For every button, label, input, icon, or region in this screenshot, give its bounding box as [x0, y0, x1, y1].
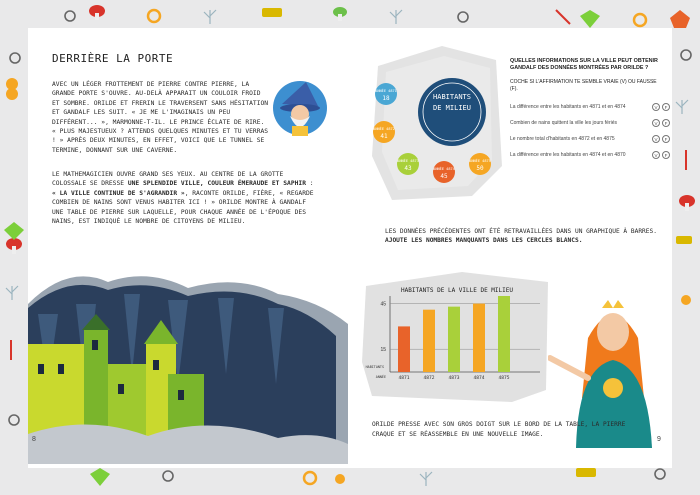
y-tick-label: 15	[380, 347, 386, 354]
story-paragraph-1: AVEC UN LÉGER FROTTEMENT DE PIERRE CONTRE PIERRE, LA GRANDE PORTE S'OUVRE. AU-DELÀ APPARAIT UN COULOIR FROID ET SOMBRE. ORILDE ET FRERIN LE TRAVERSENT SANS HÉSITATION ET GANDALF LES SUIT. « JE ME L'IMAGINAIS UN PEU DIFFÉRENT... », MARMONNE-T-IL. LE PRINCE ÉCLATE DE RIRE. « PLUS MAJESTUEUX ? ATTENDS QUELQUES MINUTES ET TU VERRAS ! » APRÈS DEUX MINUTES, EN EFFET, VOICI QUE LE TUNNEL SE TERMINE, DONNANT SUR UNE CAVERNE.	[52, 81, 269, 154]
x-tick-label: 4875	[498, 376, 510, 381]
bar	[473, 304, 485, 372]
bar	[423, 310, 435, 372]
x-tick-label: 4871	[398, 376, 410, 381]
chart-title: HABITANTS DE LA VILLE DE MILIEU	[401, 287, 513, 294]
page-title: DERRIÈRE LA PORTE	[52, 52, 174, 65]
year-value: 50	[476, 165, 484, 172]
story-text: :	[306, 180, 314, 188]
false-option[interactable]: F	[662, 151, 670, 159]
bar	[448, 307, 460, 372]
false-option[interactable]: F	[662, 103, 670, 111]
year-value: 45	[440, 173, 448, 180]
mushroom-icon	[679, 195, 695, 211]
stone-title-line: HABITANTS	[433, 93, 471, 101]
year-label: ANNÉE 4874	[433, 167, 455, 171]
question-instruction: COCHE SI L'AFFIRMATION TE SEMBLE VRAIE (V) OU FAUSSE (F).	[510, 79, 657, 92]
year-value: 41	[380, 133, 388, 140]
false-option[interactable]: F	[662, 119, 670, 127]
year-label: ANNÉE 4875	[469, 159, 491, 163]
question-title: QUELLES INFORMATIONS SUR LA VILLE PEUT OBTENIR GANDALF DES DONNÉES MONTRÉES PAR ORILDE ?	[510, 58, 658, 71]
bar	[498, 296, 510, 372]
gem-icon	[670, 10, 690, 28]
closing-text: ORILDE PRESSE AVEC SON GROS DOIGT SUR LE BORD DE LA TABLE, LA PIERRE CRAQUE ET SE RÉASSEMBLE EN UNE NOUVELLE IMAGE.	[372, 421, 626, 438]
x-tick-label: 4874	[473, 376, 485, 381]
story-text: LE MATHEMAGICIEN OUVRE GRAND SES YEUX. AU CENTRE DE LA GROTTE COLOSSALE SE DRESSE	[52, 171, 284, 188]
x-axis-label: ANNÉE	[375, 375, 386, 379]
x-tick-label: 4873	[448, 376, 460, 381]
story-paragraph-2	[52, 170, 320, 226]
question-text: Le nombre total d'habitants en 4872 et en 4875	[510, 136, 615, 142]
true-option[interactable]: V	[652, 119, 660, 127]
instruction-text: LES DONNÉES PRÉCÉDENTES ONT ÉTÉ RETRAVAILLÉES DANS UN GRAPHIQUE À BARRES.	[385, 228, 657, 235]
question-text: La différence entre les habitants en 4874 et en 4870	[510, 152, 626, 158]
question-row	[510, 102, 670, 112]
y-axis-label: HABITANTS	[365, 365, 384, 369]
emerald-city-illustration	[28, 264, 348, 464]
question-text: La différence entre les habitants en 4871 et en 4874	[510, 104, 626, 110]
true-option[interactable]: V	[652, 103, 660, 111]
year-label: ANNÉE 4873	[397, 159, 419, 163]
wizard-avatar	[272, 80, 328, 136]
question-subtitle	[510, 79, 660, 93]
year-value: 43	[404, 165, 412, 172]
mushroom-icon	[89, 5, 105, 20]
story-text: , RACONTE ORILDE, FIÈRE, « REGARDE COMBIEN DE NAINS SONT VENUS HABITER ICI ! » ORILDE MONTRE À GANDALF UNE TABLE DE PIERRE SUR LAQUELLE, POUR CHAQUE ANNÉE DE L'ÉPOQUE DES NAINS, EST INDIQUÉ LE NOMBRE DE CITOYENS DE MILIEU.	[52, 189, 314, 226]
year-value: 18	[382, 95, 390, 102]
page-number-right: 9	[657, 436, 661, 443]
page-number-left: 8	[32, 436, 36, 443]
bar-chart	[362, 272, 552, 402]
year-label: ANNÉE 4871	[375, 89, 397, 93]
x-tick-label: 4872	[423, 376, 435, 381]
question-text: Combien de nains quittent la ville les jours fériés	[510, 120, 617, 126]
stone-circles	[372, 46, 502, 206]
true-option[interactable]: V	[652, 135, 660, 143]
true-option[interactable]: V	[652, 151, 660, 159]
bar	[398, 326, 410, 372]
question-row	[510, 150, 670, 160]
chart-instruction	[385, 228, 675, 245]
mushroom-icon	[333, 7, 347, 21]
stone-title-line: DE MILIEU	[433, 104, 471, 112]
false-option[interactable]: F	[662, 135, 670, 143]
story-emphasis: UNE SPLENDIDE VILLE, COULEUR ÉMERAUDE ET SAPHIR	[127, 180, 307, 188]
question-row	[510, 134, 670, 144]
mushroom-icon	[6, 238, 22, 254]
question-row	[510, 118, 670, 128]
instruction-emphasis: AJOUTE LES NOMBRES MANQUANTS DANS LES CERCLES BLANCS.	[385, 236, 583, 244]
story-emphasis: « LA VILLE CONTINUE DE S'AGRANDIR »	[52, 189, 185, 197]
year-label: ANNÉE 4872	[373, 127, 395, 131]
y-tick-label: 45	[380, 301, 386, 308]
